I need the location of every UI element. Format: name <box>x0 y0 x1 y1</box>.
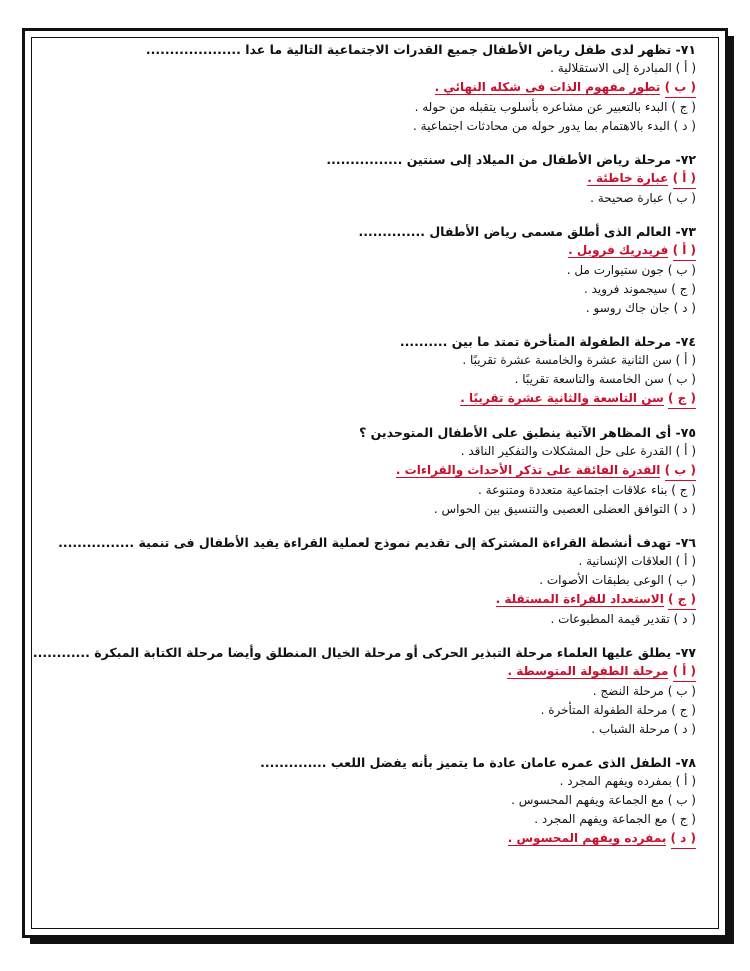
option-letter: ( د ) <box>673 119 696 133</box>
question-number: ٧٤- <box>675 334 696 349</box>
answer-option <box>44 682 696 701</box>
question-blank-dots: ................ <box>326 152 403 167</box>
question-text: مرحلة الطفولة المتأخرة تمتد ما بين <box>451 334 672 349</box>
option-text: فريدريك فروبل . <box>568 243 669 257</box>
option-letter: ( ج ) <box>671 812 696 826</box>
answer-option <box>44 351 696 370</box>
option-letter: ( ب ) <box>667 573 696 587</box>
option-text: بمفرده ويفهم المجرد . <box>559 774 672 788</box>
question-blank-dots: .......... <box>399 334 448 349</box>
question-text: مرحلة رياض الأطفال من الميلاد إلى سنتين <box>406 152 672 167</box>
option-letter: ( أ ) <box>675 774 696 788</box>
option-text: مع الجماعة ويفهم المجرد . <box>534 812 668 826</box>
option-text: جون ستيوارت مل . <box>566 263 664 277</box>
question-text-line <box>32 643 696 662</box>
option-letter: ( ج ) <box>671 703 696 717</box>
question-text: تهدف أنشطة القراءة المشتركة إلى تقديم نموذج لعملية القراءة يفيد الأطفال فى تنمية <box>138 535 672 550</box>
option-text: مرحلة الطفولة المتأخرة . <box>540 703 668 717</box>
answer-option-correct <box>44 829 696 849</box>
question-block <box>32 643 696 739</box>
question-text-line <box>44 423 696 442</box>
option-text: مرحلة الشباب . <box>591 722 670 736</box>
question-number: ٧٧- <box>675 645 696 660</box>
answer-option <box>44 610 696 629</box>
option-letter: ( ب ) <box>667 372 696 386</box>
option-letter: ( أ ) <box>673 241 696 261</box>
answer-option <box>44 481 696 500</box>
option-text: سن الخامسة والتاسعة تقريبًا . <box>514 372 664 386</box>
question-text-line <box>44 332 696 351</box>
question-number: ٧٨- <box>675 755 696 770</box>
option-letter: ( أ ) <box>673 662 696 682</box>
page-frame-shadow-bottom <box>30 938 734 944</box>
question-text: يطلق عليها العلماء مرحلة التبذير الحركى أو مرحلة الخيال المنطلق وأيضا مرحلة الكتابة المبكرة <box>94 645 672 660</box>
option-letter: ( ج ) <box>671 100 696 114</box>
option-letter: ( د ) <box>671 829 696 849</box>
page-frame-shadow-right <box>728 36 734 940</box>
answer-option-correct <box>44 389 696 409</box>
option-letter: ( ب ) <box>667 263 696 277</box>
answer-option <box>44 299 696 318</box>
option-letter: ( د ) <box>673 301 696 315</box>
option-letter: ( د ) <box>673 722 696 736</box>
answer-option <box>44 261 696 280</box>
option-text: سيجموند فرويد . <box>583 282 668 296</box>
answer-option-correct <box>44 590 696 610</box>
option-letter: ( ج ) <box>671 483 696 497</box>
option-text: تقدير قيمة المطبوعات . <box>550 612 670 626</box>
option-text: عبارة خاطئة . <box>587 171 669 185</box>
option-text: مع الجماعة ويفهم المحسوس . <box>511 793 664 807</box>
option-letter: ( د ) <box>673 502 696 516</box>
option-letter: ( ب ) <box>667 191 696 205</box>
option-letter: ( أ ) <box>675 444 696 458</box>
option-letter: ( ج ) <box>668 389 696 409</box>
question-block <box>44 40 696 136</box>
questions-list <box>32 40 696 863</box>
option-letter: ( ب ) <box>667 793 696 807</box>
option-text: بناء علاقات اجتماعية متعددة ومتنوعة . <box>478 483 668 497</box>
question-number: ٧٢- <box>675 152 696 167</box>
question-block <box>44 753 696 849</box>
option-text: الوعى بطبقات الأصوات . <box>539 573 664 587</box>
question-block <box>44 533 696 629</box>
question-block <box>44 150 696 208</box>
option-letter: ( د ) <box>673 612 696 626</box>
question-text: تظهر لدى طفل رياض الأطفال جميع القدرات الاجتماعية التالية ما عدا <box>245 42 672 57</box>
answer-option-correct <box>44 662 696 682</box>
option-text: مرحلة النضج . <box>592 684 664 698</box>
option-text: تطور مفهوم الذات فى شكله النهائي . <box>434 80 661 94</box>
answer-option <box>44 552 696 571</box>
question-blank-dots: ............ <box>32 645 90 660</box>
question-number: ٧٥- <box>675 425 696 440</box>
option-text: سن الثانية عشرة والخامسة عشرة تقريبًا . <box>462 353 672 367</box>
option-text: المبادرة إلى الاستقلالية . <box>550 61 672 75</box>
question-text-line <box>44 533 696 552</box>
option-text: القدرة الفائقة على تذكر الأحداث والقراءات . <box>395 463 661 477</box>
answer-option <box>44 280 696 299</box>
answer-option <box>44 701 696 720</box>
question-blank-dots: .............. <box>358 224 425 239</box>
question-text-line <box>44 150 696 169</box>
option-letter: ( أ ) <box>675 353 696 367</box>
question-blank-dots: .............. <box>260 755 327 770</box>
question-block <box>44 423 696 519</box>
answer-option <box>44 772 696 791</box>
answer-option <box>44 571 696 590</box>
answer-option-correct <box>44 241 696 261</box>
question-number: ٧١- <box>675 42 696 57</box>
option-letter: ( ب ) <box>665 78 696 98</box>
question-text-line <box>44 222 696 241</box>
answer-option <box>44 720 696 739</box>
question-text: أى المظاهر الآتية ينطبق على الأطفال المتوحدين ؟ <box>359 425 672 440</box>
answer-option-correct <box>44 78 696 98</box>
option-letter: ( أ ) <box>675 554 696 568</box>
answer-option <box>44 791 696 810</box>
question-text-line <box>44 753 696 772</box>
answer-option <box>44 370 696 389</box>
option-text: عبارة صحيحة . <box>590 191 664 205</box>
answer-option <box>44 59 696 78</box>
answer-option <box>44 98 696 117</box>
option-text: العلاقات الإنسانية . <box>578 554 672 568</box>
answer-option-correct <box>44 461 696 481</box>
question-text: الطفل الذى عمره عامان عادة ما يتميز بأنه يفضل اللعب <box>330 755 672 770</box>
option-text: بمفرده ويفهم المحسوس . <box>507 831 667 845</box>
option-text: الاستعداد للقراءة المستقلة . <box>495 592 664 606</box>
option-letter: ( ج ) <box>671 282 696 296</box>
answer-option <box>44 810 696 829</box>
option-text: سن التاسعة والثانية عشرة تقريبًا . <box>460 391 664 405</box>
option-text: جان جاك روسو . <box>585 301 670 315</box>
question-number: ٧٣- <box>675 224 696 239</box>
question-text: العالم الذى أطلق مسمى رياض الأطفال <box>429 224 672 239</box>
question-blank-dots: .................... <box>145 42 241 57</box>
answer-option <box>44 500 696 519</box>
answer-option <box>44 117 696 136</box>
option-text: البدء بالاهتمام بما يدور حوله من محادثات اجتماعية . <box>413 119 670 133</box>
option-letter: ( ج ) <box>668 590 696 610</box>
option-letter: ( ب ) <box>667 684 696 698</box>
question-number: ٧٦- <box>675 535 696 550</box>
option-text: القدرة على حل المشكلات والتفكير الناقد . <box>460 444 672 458</box>
question-blank-dots: ................ <box>58 535 135 550</box>
option-letter: ( ب ) <box>665 461 696 481</box>
option-text: البدء بالتعبير عن مشاعره بأسلوب يتقبله من حوله . <box>414 100 668 114</box>
answer-option <box>44 189 696 208</box>
answer-option-correct <box>44 169 696 189</box>
option-text: مرحلة الطفولة المتوسطة . <box>507 664 669 678</box>
answer-option <box>44 442 696 461</box>
question-text-line <box>44 40 696 59</box>
question-block <box>44 332 696 409</box>
option-text: التوافق العضلى العصبى والتنسيق بين الحواس . <box>433 502 670 516</box>
question-block <box>44 222 696 318</box>
option-letter: ( أ ) <box>673 169 696 189</box>
option-letter: ( أ ) <box>675 61 696 75</box>
